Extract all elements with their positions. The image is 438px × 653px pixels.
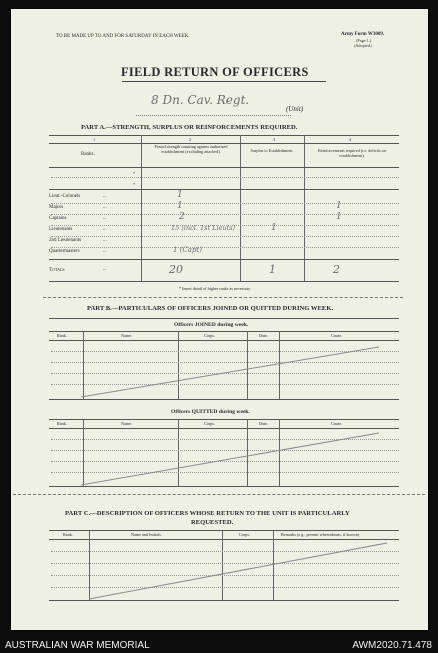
joined-col-rank: Rank. bbox=[57, 333, 67, 338]
header-bottom-rule bbox=[49, 167, 399, 168]
part-c-col-name: Name and Initials. bbox=[131, 532, 162, 537]
unit-label: (Unit) bbox=[286, 105, 304, 113]
totals-label: Totals bbox=[49, 268, 65, 273]
posted-lieutenants: 15 (incl. 1st Lieuts) bbox=[171, 224, 236, 232]
col-number-1: 1 bbox=[93, 137, 96, 142]
asterisk-rule-1 bbox=[51, 177, 399, 178]
asterisk-row-2: * bbox=[133, 182, 136, 187]
totals-top-rule bbox=[49, 259, 399, 260]
part-a-footnote: * Insert detail of higher ranks as necessary. bbox=[179, 286, 252, 291]
asterisk-row-1: * bbox=[133, 171, 136, 176]
col-header-posted: Posted strength counting against authorized establishment (excluding attached). bbox=[154, 144, 228, 154]
rank-dots: ... bbox=[103, 227, 107, 232]
part-a-heading: PART A.—STRENGTH, SURPLUS OR REINFORCEMENTS REQUIRED. bbox=[81, 124, 298, 131]
part-c-strike-line bbox=[89, 537, 389, 601]
part-c-col-remarks: Remarks (e.g., present whereabouts, if known) bbox=[281, 532, 360, 537]
quitted-col-corps: Corps. bbox=[204, 421, 216, 426]
page-title: FIELD RETURN OF OFFICERS bbox=[121, 65, 309, 79]
joined-col-date: Date. bbox=[259, 333, 268, 338]
reinforcements-captains: 1 bbox=[336, 212, 342, 222]
part-b-separator bbox=[13, 494, 425, 495]
joined-col-corps: Corps. bbox=[204, 333, 216, 338]
rank-dots: ... bbox=[103, 238, 107, 243]
rank-2nd-lieutenants: 2nd Lieutenants bbox=[49, 238, 82, 243]
joined-strike-line bbox=[81, 339, 381, 399]
posted-majors: 1 bbox=[177, 201, 183, 211]
rank-captains: Captains bbox=[49, 216, 67, 221]
quitted-col-rank: Rank. bbox=[57, 421, 67, 426]
part-a-bottom-rule bbox=[49, 281, 399, 282]
part-c-heading-line2: REQUESTED. bbox=[191, 519, 234, 526]
part-c-heading-line1: PART C.—DESCRIPTION OF OFFICERS WHOSE RETURN TO THE UNIT IS PARTICULARLY bbox=[65, 510, 350, 517]
col-number-4: 4 bbox=[349, 137, 352, 142]
quitted-col-name: Name. bbox=[121, 421, 133, 426]
posted-lieut-colonels: 1 bbox=[177, 190, 183, 200]
rank-dots: ... bbox=[103, 249, 107, 254]
unit-line bbox=[136, 115, 291, 116]
form-adopted: (Adopted.) bbox=[354, 43, 373, 48]
reinforcements-majors: 1 bbox=[336, 201, 342, 211]
col-header-ranks: Ranks. bbox=[81, 152, 95, 157]
quitted-heading-rule bbox=[49, 419, 399, 420]
col-number-3: 3 bbox=[273, 137, 276, 142]
joined-bottom-rule bbox=[49, 399, 399, 400]
total-reinforcements: 2 bbox=[333, 263, 340, 276]
rank-quartermasters: Quartermasters bbox=[49, 249, 80, 254]
rank-lieutenants: Lieutenants bbox=[49, 227, 73, 232]
row-rule-5 bbox=[51, 247, 399, 248]
col-number-2: 2 bbox=[189, 137, 192, 142]
total-posted: 20 bbox=[169, 263, 183, 276]
quitted-heading: Officers QUITTED during week. bbox=[171, 409, 250, 415]
footer-credit: AUSTRALIAN WAR MEMORIAL bbox=[5, 640, 150, 651]
quitted-strike-line bbox=[81, 427, 381, 487]
totals-dots: ... bbox=[103, 267, 107, 272]
part-c-col-corps: Corps. bbox=[239, 532, 251, 537]
unit-name-handwritten: 8 Dn. Cav. Regt. bbox=[151, 93, 250, 107]
part-c-col-rank: Rank. bbox=[63, 532, 73, 537]
part-b-heading: PART B.—PARTICULARS OF OFFICERS JOINED OR QUITTED DURING WEEK. bbox=[87, 305, 334, 312]
asterisk-rule-2 bbox=[49, 189, 399, 190]
form-page-no: (Page 1.) bbox=[356, 38, 372, 43]
joined-col-name: Name. bbox=[121, 333, 133, 338]
part-a-separator bbox=[43, 297, 403, 298]
joined-col-cause: Cause. bbox=[331, 333, 343, 338]
rank-dots: ... bbox=[103, 205, 107, 210]
instruction-text: TO BE MADE UP TO AND FOR SATURDAY IN EACH WEEK. bbox=[56, 34, 190, 39]
total-surplus: 1 bbox=[269, 263, 276, 276]
joined-heading: Officers JOINED during week. bbox=[174, 322, 249, 328]
posted-captains: 2 bbox=[179, 212, 185, 222]
form-number: Army Form W3009. bbox=[341, 32, 385, 37]
surplus-lieutenants: 1 bbox=[271, 223, 277, 233]
col-header-surplus: Surplus to Establishment. bbox=[250, 148, 294, 153]
part-a-top-rule bbox=[49, 135, 399, 136]
part-b-top-rule bbox=[49, 318, 399, 319]
rank-majors: Majors bbox=[49, 205, 64, 210]
row-rule-1 bbox=[51, 203, 399, 204]
footer-accession-number: AWM2020.71.478 bbox=[352, 640, 432, 651]
rank-dots: ... bbox=[103, 216, 107, 221]
posted-quartermasters: 1 (Capt) bbox=[173, 246, 202, 254]
col-header-reinforcements: Reinforcements required (i.e. deficits on establishment). bbox=[318, 148, 386, 158]
part-c-top-rule bbox=[49, 530, 399, 531]
form-page bbox=[11, 9, 428, 630]
row-rule-2 bbox=[51, 214, 399, 215]
joined-heading-rule bbox=[49, 331, 399, 332]
title-underline bbox=[122, 81, 326, 82]
rank-dots: ... bbox=[103, 194, 107, 199]
row-rule-4 bbox=[51, 236, 399, 237]
quitted-col-date: Date. bbox=[259, 421, 268, 426]
quitted-col-cause: Cause. bbox=[331, 421, 343, 426]
rank-lieut-colonels: Lieut.-Colonels bbox=[49, 194, 81, 199]
